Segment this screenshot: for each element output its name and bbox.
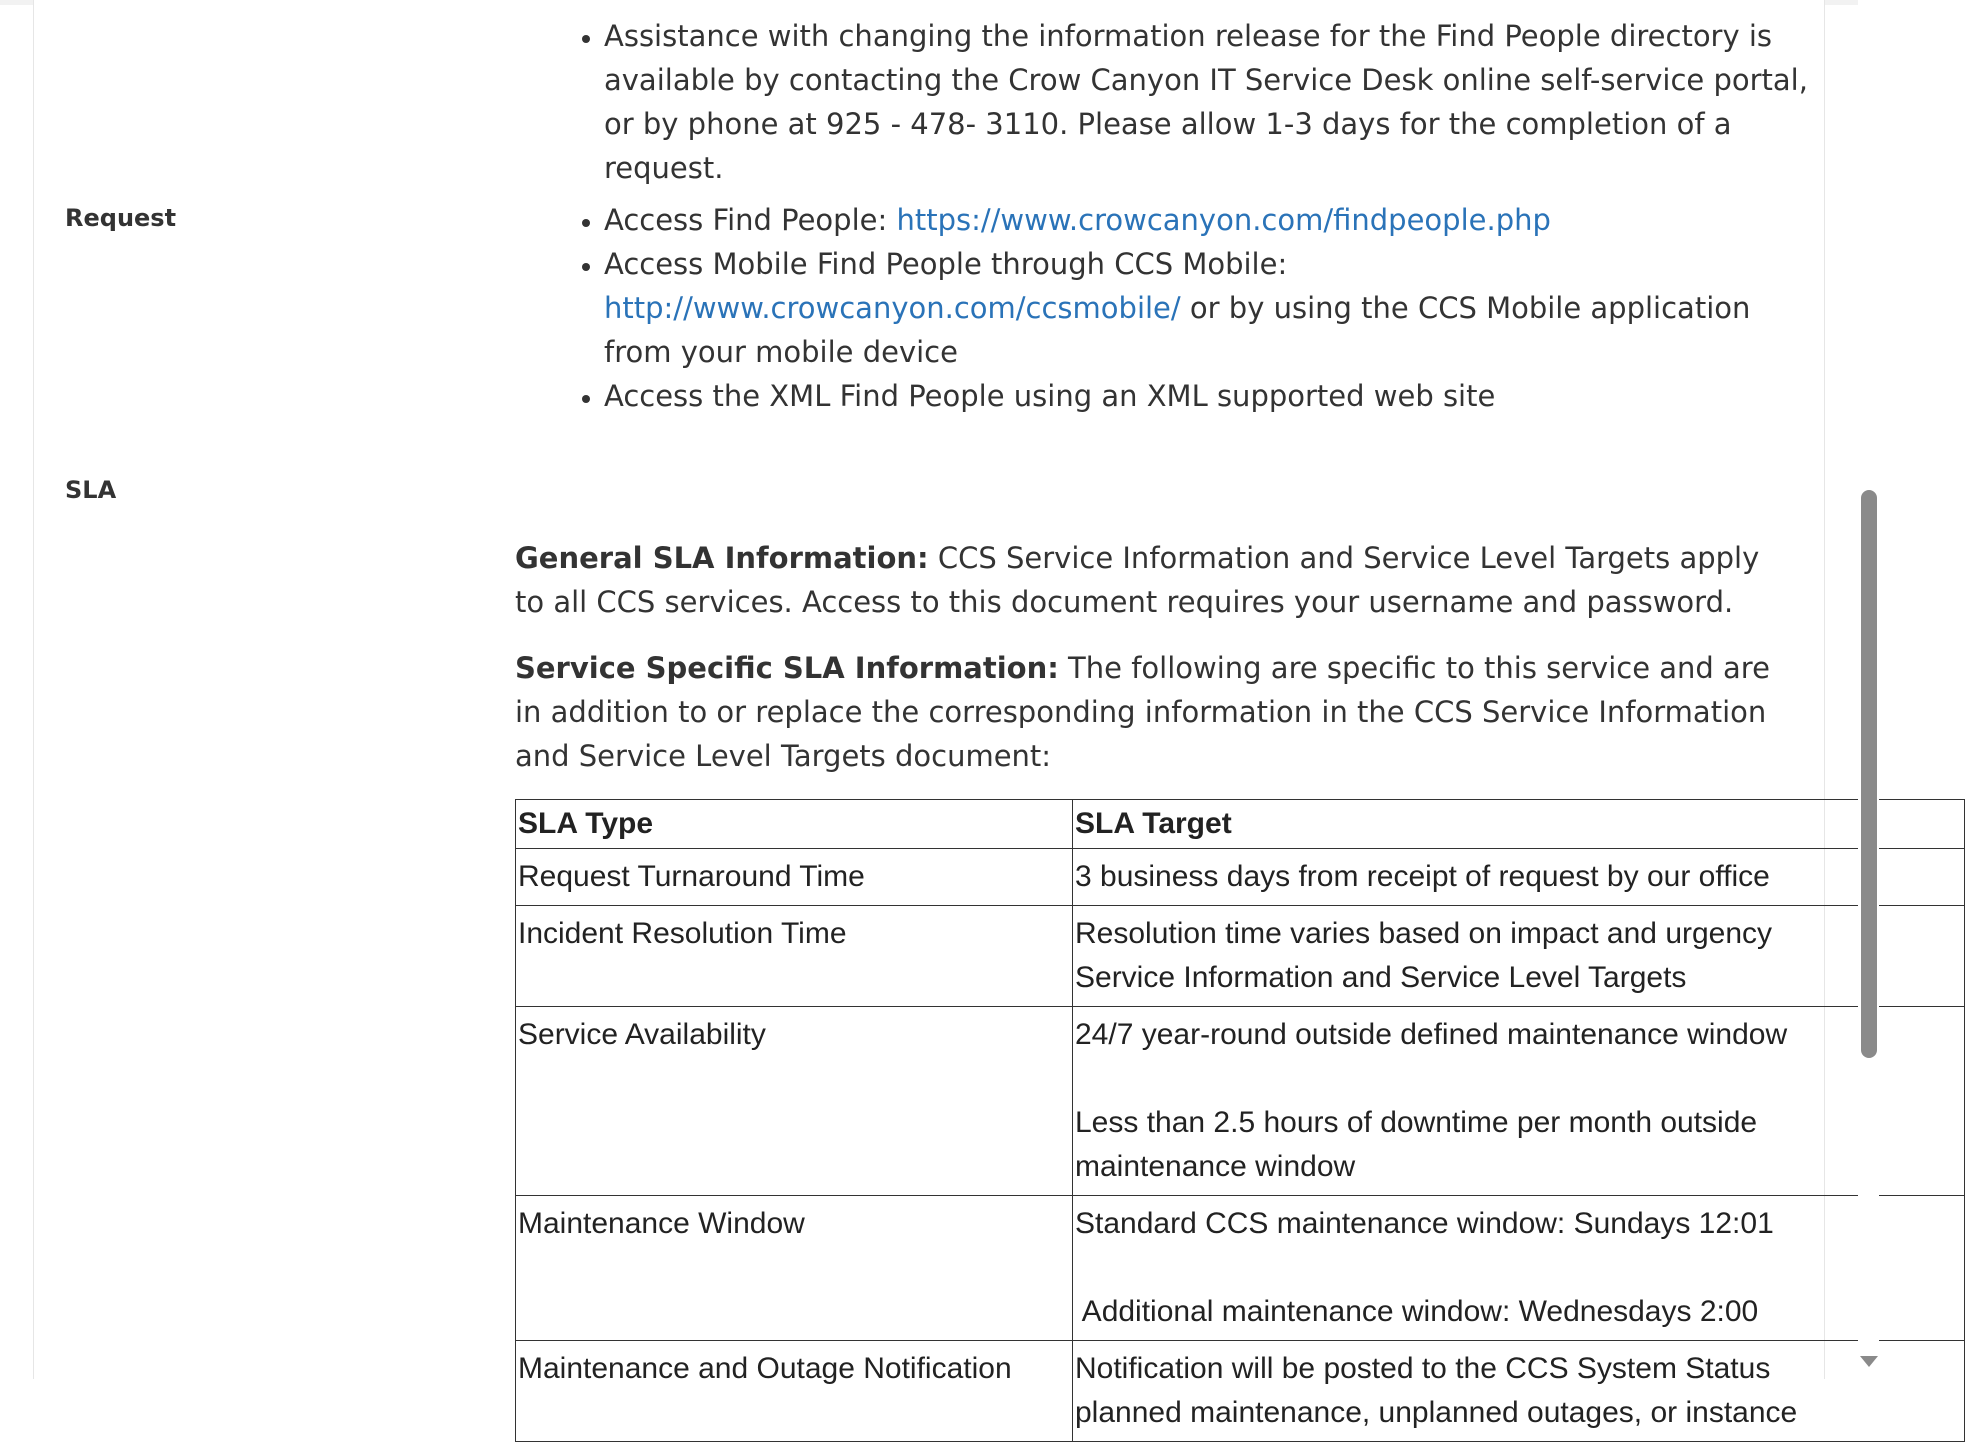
- sla-table: [515, 799, 1965, 1442]
- table-row: [516, 1007, 1965, 1196]
- service-specific-sla-paragraph: Service Specific SLA Information: The following are specific to this service and are in addition to or replace the corresponding information in the CCS Service Information and Service Level Targets document:: [515, 651, 1770, 773]
- sla-type-cell: Service Availability: [516, 1007, 1073, 1196]
- sla-type-cell: Request Turnaround Time: [516, 849, 1073, 906]
- table-header-row: [516, 800, 1965, 849]
- ccs-mobile-link[interactable]: http://www.crowcanyon.com/ccsmobile/: [604, 291, 1181, 325]
- list-item: • Access Find People: https://www.crowcanyon.com/findpeople.php: [604, 198, 1819, 242]
- sla-target-cell: 3 business days from receipt of request by our office: [1073, 849, 1965, 906]
- sla-label: SLA: [65, 476, 117, 504]
- sla-target-cell: Notification will be posted to the CCS System Status planned maintenance, unplanned outages, or instance: [1073, 1341, 1965, 1442]
- table-row: [516, 1341, 1965, 1442]
- sla-target-cell: Resolution time varies based on impact and urgency Service Information and Service Level Targets: [1073, 906, 1965, 1007]
- find-people-link[interactable]: https://www.crowcanyon.com/findpeople.php: [896, 203, 1551, 237]
- list-item: • Access the XML Find People using an XML supported web site: [604, 374, 1819, 418]
- sla-target-cell: Standard CCS maintenance window: Sundays 12:01 Additional maintenance window: Wednesdays 2:00: [1073, 1196, 1965, 1341]
- general-sla-paragraph: General SLA Information: CCS Service Information and Service Level Targets apply to all CCS services. Access to this document requires your username and password.: [515, 541, 1760, 619]
- list-item: • Access Mobile Find People through CCS Mobile: http://www.crowcanyon.com/ccsmobile/ or by using the CCS Mobile application from your mobile device: [604, 242, 1819, 374]
- sla-type-cell: Maintenance and Outage Notification: [516, 1341, 1073, 1442]
- column-header-sla-target: SLA Target: [1073, 800, 1965, 849]
- list-item: • Assistance with changing the information release for the Find People directory is available by contacting the Crow Canyon IT Service Desk online self-service portal, or by phone at 925 - 478- 3110. Please allow 1-3 days for the completion of a request.: [604, 14, 1819, 190]
- sla-target-cell: 24/7 year-round outside defined maintenance window Less than 2.5 hours of downtime per month outside maintenance window: [1073, 1007, 1965, 1196]
- table-row: [516, 906, 1965, 1007]
- release-info-list: [568, 14, 1819, 190]
- scrollbar-thumb[interactable]: [1861, 490, 1877, 1058]
- table-row: [516, 849, 1965, 906]
- scroll-down-arrow-icon[interactable]: [1860, 1356, 1878, 1367]
- table-row: [516, 1196, 1965, 1341]
- column-header-sla-type: SLA Type: [516, 800, 1073, 849]
- request-list: [568, 198, 1819, 418]
- sla-type-cell: Maintenance Window: [516, 1196, 1073, 1341]
- sla-table-container: [515, 799, 1798, 1429]
- request-label: Request: [65, 204, 177, 232]
- sla-type-cell: Incident Resolution Time: [516, 906, 1073, 1007]
